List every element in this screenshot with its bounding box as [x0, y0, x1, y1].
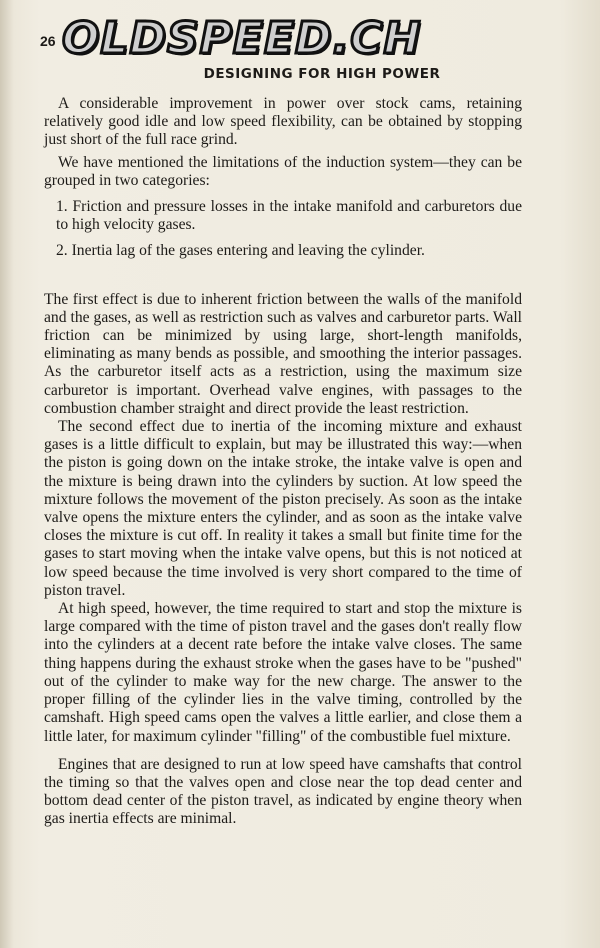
- page-header: [0, 13, 600, 64]
- article-body: [44, 95, 522, 829]
- paragraph-high-speed: At high speed, however, the time required to start and stop the mixture is large compared with the time of piston travel and the gases don't really flow into the cylinders at a decent rate before the intake valve closes. The same thing happens during the exhaust stroke when the gases have to be "pushed" out of the cylinder to make way for the new charge. The answer to the proper filling of the cylinder lies in the valve timing, controlled by the camshaft. High speed cams open the valves a little earlier, and close them a little later, for maximum cylinder "filling" of the combustible fuel mixture.: [44, 600, 522, 745]
- paragraph-first-effect: The first effect is due to inherent friction between the walls of the manifold and the gases, as well as restriction such as valves and carburetor parts. Wall friction can be minimized by using large, short-length manifolds, eliminating as many bends as possible, and smoothing the interior passages. As the carburetor itself acts as a restriction, using the maximum size carburetor is important. Overhead valve engines, with passages to the combustion chamber straight and direct provide the least restriction.: [44, 290, 522, 417]
- list-item-inertia: 2. Inertia lag of the gases entering and leaving the cylinder.: [56, 242, 425, 260]
- paragraph-induction-limits: We have mentioned the limitations of the induction system—they can be grouped in two categories:: [44, 153, 522, 189]
- list-item-friction: 1. Friction and pressure losses in the intake manifold and carburetors due to high velocity gases.: [56, 198, 522, 234]
- paragraph-low-speed-engines: Engines that are designed to run at low speed have camshafts that control the timing so that the valves open and close near the top dead center and bottom dead center of the piston travel, as indicated by engine theory when gas inertia effects are minimal.: [44, 755, 522, 828]
- oldspeed-logo: OLDSPEED.CH: [62, 13, 422, 64]
- paragraph-stock-cams: A considerable improvement in power over stock cams, retaining relatively good idle and low speed flexibility, can be obtained by stopping just short of the full race grind.: [44, 95, 522, 149]
- section-title: DESIGNING FOR HIGH POWER: [203, 66, 441, 82]
- page-number: 26: [40, 33, 56, 49]
- paragraph-second-effect: The second effect due to inertia of the incoming mixture and exhaust gases is a little difficult to explain, but may be illustrated this way:—when the piston is going down on the intake stroke, the intake valve is open and the mixture is being drawn into the cylinders by suction. At low speed the mixture follows the movement of the piston precisely. As soon as the intake valve opens the mixture enters the cylinder, and as soon as the intake valve closes the mixture is cut off. In reality it takes a small but finite time for the gases to start moving when the intake valve opens, but this is not noticed at low speed because the time involved is very short compared to the time of piston travel.: [44, 418, 522, 599]
